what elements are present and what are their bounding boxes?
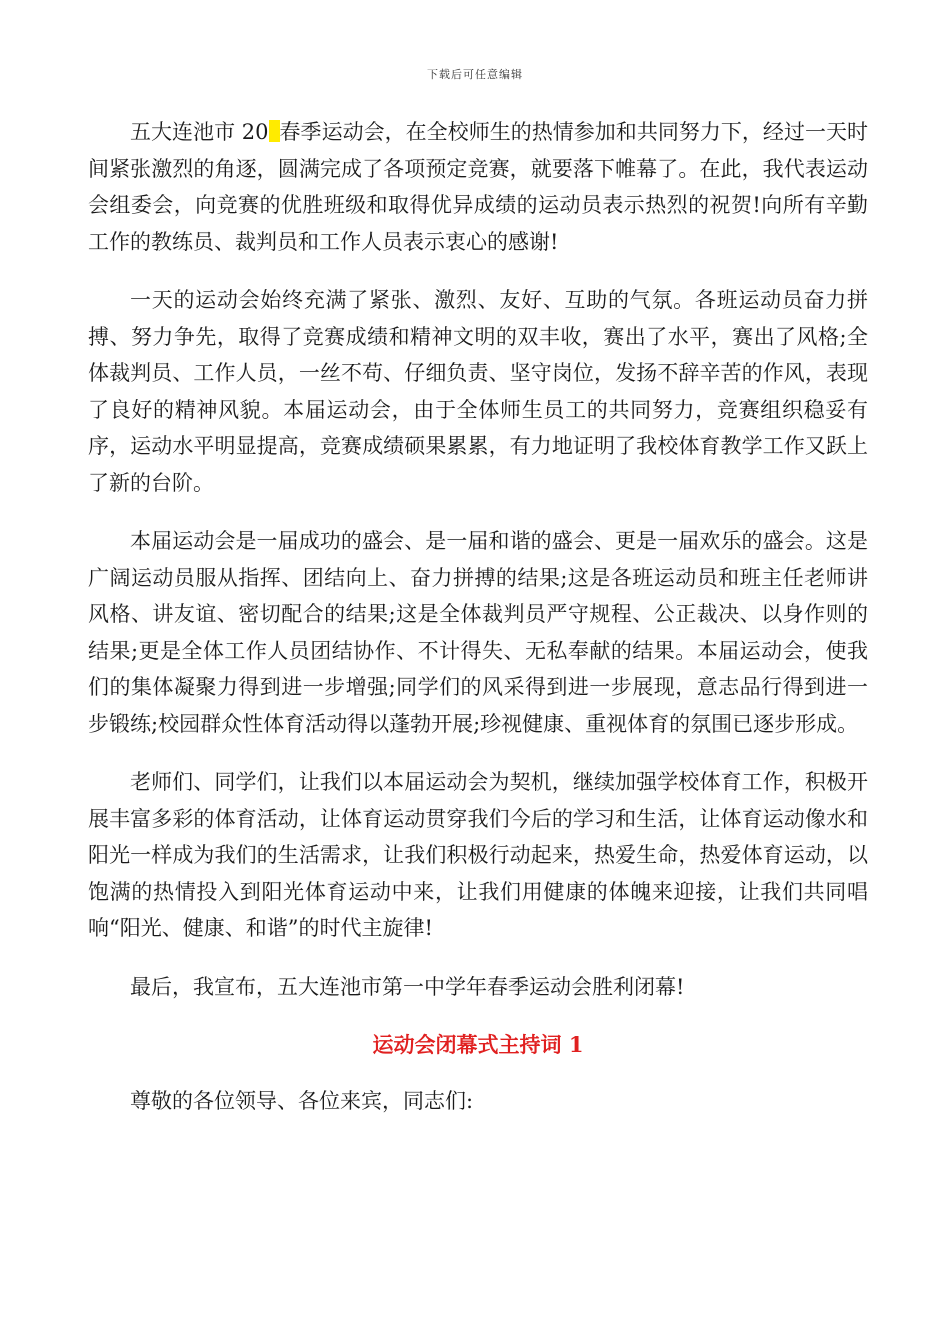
document-body — [88, 114, 868, 1142]
greeting-paragraph: 尊敬的各位领导、各位来宾，同志们: — [130, 1089, 474, 1113]
paragraph-1-rest: 春季运动会，在全校师生的热情参加和共同努力下，经过一天时间紧张激烈的角逐，圆满完成了各项预定竞赛，就要落下帷幕了。在此，我代表运动会组委会，向竞赛的优胜班级和取得优异成绩的运动员表示热烈的祝贺!向所有辛勤工作的教练员、裁判员和工作人员表示衷心的感谢! — [88, 120, 869, 254]
paragraph-2: 一天的运动会始终充满了紧张、激烈、友好、互助的气氛。各班运动员奋力拼搏、努力争先，取得了竞赛成绩和精神文明的双丰收，赛出了水平，赛出了风格;全体裁判员、工作人员，一丝不苟、仔细负责、坚守岗位，发扬不辞辛苦的作风，表现了良好的精神风貌。本届运动会，由于全体师生员工的共同努力，竞赛组织稳妥有序，运动水平明显提高，竞赛成绩硕果累累，有力地证明了我校体育教学工作又跃上了新的台阶。 — [88, 288, 868, 495]
section-title: 运动会闭幕式主持词 1 — [372, 1032, 584, 1057]
paragraph-1 — [88, 114, 868, 260]
paragraph-3: 本届运动会是一届成功的盛会、是一届和谐的盛会、更是一届欢乐的盛会。这是广阔运动员服从指挥、团结向上、奋力拼搏的结果;这是各班运动员和班主任老师讲风格、讲友谊、密切配合的结果;这是全体裁判员严守规程、公正裁决、以身作则的结果;更是全体工作人员团结协作、不计得失、无私奉献的结果。本届运动会，使我们的集体凝聚力得到进一步增强;同学们的风采得到进一步展现，意志品行得到进一步锻练;校园群众性体育活动得以蓬勃开展;珍视健康、重视体育的氛围已逐步形成。 — [88, 529, 868, 736]
highlight-mark — [269, 120, 280, 142]
paragraph-1-start: 五大连池市 20 — [130, 120, 269, 144]
paragraph-4: 老师们、同学们，让我们以本届运动会为契机，继续加强学校体育工作，积极开展丰富多彩的体育活动，让体育运动贯穿我们今后的学习和生活，让体育运动像水和阳光一样成为我们的生活需求，让我们积极行动起来，热爱生命，热爱体育运动，以饱满的热情投入到阳光体育运动中来，让我们用健康的体魄来迎接，让我们共同唱响“阳光、健康、和谐”的时代主旋律! — [88, 770, 868, 940]
page-header-note: 下载后可任意编辑 — [427, 68, 523, 81]
paragraph-5: 最后，我宣布，五大连池市第一中学年春季运动会胜利闭幕! — [130, 974, 685, 999]
